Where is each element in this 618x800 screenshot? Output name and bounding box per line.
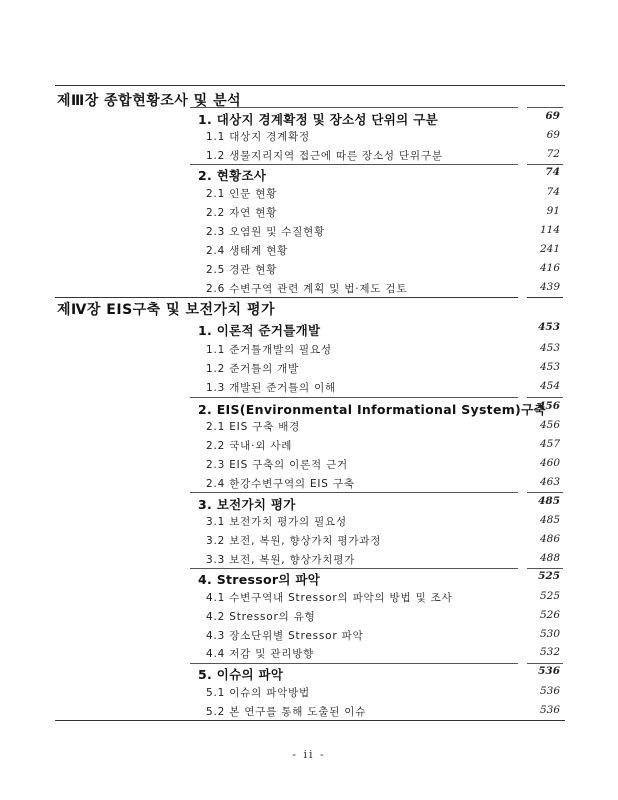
page-number: 488 [539,552,560,564]
item-title: 2.6 수변구역 관련 계획 및 법·제도 검토 [206,283,408,295]
chapter-title: 제Ⅳ장 EIS구축 및 보전가치 평가 [57,302,275,318]
toc-item[interactable] [0,514,618,533]
section-title: 2. 현황조사 [198,168,267,183]
page-number: 457 [539,438,560,450]
section-divider [190,107,518,108]
toc-item[interactable] [0,129,618,148]
page-number: 525 [538,570,560,582]
section-title: 1. 대상지 경계확정 및 장소성 단위의 구분 [198,112,438,127]
chapter-divider-page [527,297,563,298]
page-footer: - ii - [292,748,326,761]
item-title: 3.2 보전, 복원, 향상가치 평가과정 [206,535,382,547]
page-number: 114 [539,224,560,236]
page-number: 453 [539,342,560,354]
item-title: 1.2 생물지리지역 접근에 따른 장소성 단위구분 [206,150,443,162]
toc-item[interactable] [0,243,618,262]
toc-section[interactable] [0,665,618,684]
toc-section[interactable] [0,110,618,129]
item-title: 1.2 준거틀의 개발 [206,363,300,375]
toc-item[interactable] [0,609,618,628]
item-title: 2.2 자연 현황 [206,207,278,219]
page-number: 454 [539,380,560,392]
toc-section[interactable] [0,400,618,419]
page-number: 72 [546,148,560,160]
page-number: 91 [546,205,560,217]
item-title: 2.3 EIS 구축의 이론적 근거 [206,459,348,471]
toc-item[interactable] [0,438,618,457]
toc-item[interactable] [0,685,618,704]
page-number: 456 [538,400,560,412]
page-number: 525 [539,590,560,602]
page-number: 456 [539,419,560,431]
page-number: 536 [539,685,560,697]
section-title: 3. 보전가치 평가 [198,497,296,512]
item-title: 2.1 인문 현황 [206,188,278,200]
page-number: 74 [545,166,560,178]
chapter-divider [55,85,565,86]
section-title: 5. 이슈의 파악 [198,667,284,682]
page-number: 460 [539,457,560,469]
toc-item[interactable] [0,224,618,243]
section-divider [190,164,518,165]
toc-item[interactable] [0,262,618,281]
chapter-divider [55,297,518,298]
page-number: 485 [538,495,560,507]
page-number: 241 [539,243,560,255]
page-number: 486 [539,533,560,545]
page-number: 453 [538,321,560,333]
page-number: 69 [545,110,560,122]
item-title: 2.4 한강수변구역의 EIS 구축 [206,478,355,490]
page-number: 69 [546,129,560,141]
page-number: 416 [539,262,560,274]
bottom-rule [55,720,565,721]
item-title: 2.5 경관 현황 [206,264,278,276]
item-title: 2.4 생태계 현황 [206,245,289,257]
item-title: 3.3 보전, 복원, 향상가치평가 [206,554,356,566]
page-number: 526 [539,609,560,621]
section-divider [190,492,518,493]
section-divider [190,568,518,569]
item-title: 4.3 장소단위별 Stressor 파악 [206,630,364,642]
section-divider-page [527,397,563,398]
item-title: 1.1 준거틀개발의 필요성 [206,344,332,356]
page-number: 439 [539,281,560,293]
item-title: 4.4 저감 및 관리방향 [206,648,315,660]
section-divider-page [527,164,563,165]
section-title: 2. EIS(Environmental Informational System)구축 [198,402,546,417]
item-title: 1.3 개발된 준거틀의 이해 [206,382,336,394]
chapter-title: 제Ⅲ장 종합현황조사 및 분석 [57,93,242,109]
item-title: 2.1 EIS 구축 배경 [206,421,301,433]
section-title: 4. Stressor의 파악 [198,572,321,587]
item-title: 4.1 수변구역내 Stressor의 파악의 방법 및 조사 [206,592,453,604]
toc-item[interactable] [0,186,618,205]
item-title: 3.1 보전가치 평가의 필요성 [206,516,347,528]
toc-item[interactable] [0,590,618,609]
page-number: 74 [546,186,560,198]
item-title: 4.2 Stressor의 유형 [206,611,316,623]
toc-item[interactable] [0,419,618,438]
page-number: 463 [539,476,560,488]
toc-section[interactable] [0,321,618,340]
section-divider-page [527,568,563,569]
section-divider-page [527,663,563,664]
toc-item[interactable] [0,361,618,380]
page-number: 536 [539,704,560,716]
toc-item[interactable] [0,205,618,224]
chapter-heading [0,299,618,318]
toc-section[interactable] [0,166,618,185]
toc-item[interactable] [0,342,618,361]
section-divider [190,663,518,664]
page-number: 536 [538,665,560,677]
toc-section[interactable] [0,570,618,589]
item-title: 2.3 오염원 및 수질현황 [206,226,326,238]
section-divider-page [527,107,563,108]
item-title: 5.1 이슈의 파악방법 [206,687,310,699]
toc-item[interactable] [0,628,618,647]
toc-item[interactable] [0,533,618,552]
section-divider-page [527,492,563,493]
page-number: 530 [539,628,560,640]
section-title: 1. 이론적 준거틀개발 [198,323,321,338]
toc-item[interactable] [0,457,618,476]
section-divider [190,397,518,398]
page-number: 532 [539,646,560,658]
page-number: 485 [539,514,560,526]
item-title: 2.2 국내·외 사례 [206,440,293,452]
item-title: 1.1 대상지 경계확정 [206,131,310,143]
toc-section[interactable] [0,495,618,514]
page-number: 453 [539,361,560,373]
item-title: 5.2 본 연구를 통해 도출된 이슈 [206,706,367,718]
